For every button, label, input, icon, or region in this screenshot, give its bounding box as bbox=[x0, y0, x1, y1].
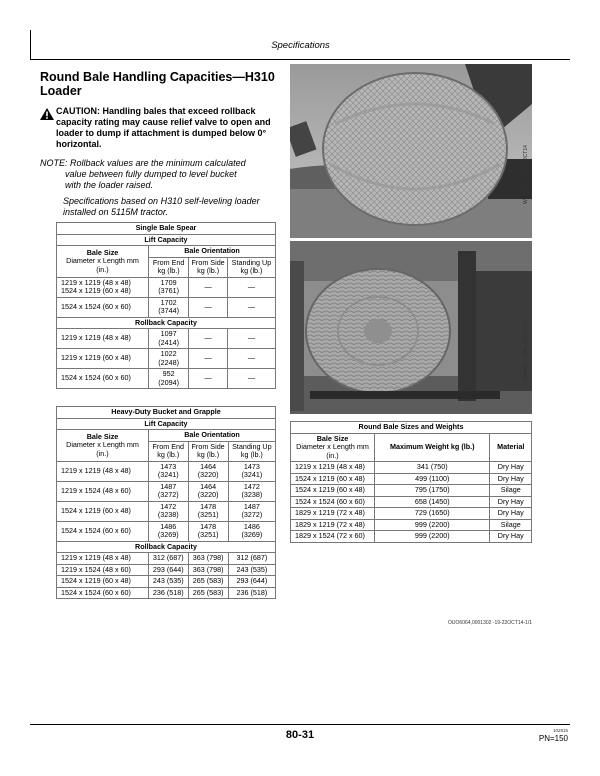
bale-sizes-weights-table bbox=[290, 421, 532, 543]
table-row: 1219 x 1524 (48 x 60) 293 (644) 363 (798) 243 (535) bbox=[57, 564, 276, 576]
rollback-capacity-header: Rollback Capacity bbox=[57, 317, 276, 329]
note-block bbox=[40, 158, 290, 191]
bale-grapple-photo bbox=[290, 241, 532, 414]
document-reference: OUO6064,0001302 -19-22OCT14-1/1 bbox=[448, 620, 532, 626]
bale-size-header: Bale Size Diameter x Length mm (in.) bbox=[57, 246, 149, 278]
footer-code: 102815 bbox=[552, 728, 568, 733]
table-row: 1219 x 1219 (48 x 48) 341 (750) Dry Hay bbox=[291, 462, 532, 474]
table-row: 1524 x 1219 (60 x 48) 499 (1100) Dry Hay bbox=[291, 473, 532, 485]
footer-divider bbox=[30, 724, 570, 725]
rollback-capacity-header: Rollback Capacity bbox=[57, 541, 276, 553]
table-row: 1219 x 1524 (48 x 60) 1487 (3272) 1464 (3220) 1472 (3238) bbox=[57, 481, 276, 501]
single-bale-spear-table bbox=[56, 222, 276, 389]
page-number: 80-31 bbox=[285, 729, 315, 741]
table-caption: Round Bale Sizes and Weights bbox=[291, 422, 532, 434]
bucket-grapple-table bbox=[56, 406, 276, 599]
table-row: 1524 x 1524 (60 x 60) 1486 (3269) 1478 (3251) 1486 (3269) bbox=[57, 521, 276, 541]
table-row: 1524 x 1524 (60 x 60) 658 (1450) Dry Hay bbox=[291, 496, 532, 508]
caution-text: CAUTION: Handling bales that exceed rollback capacity rating may cause relief valve to open and loader to dump if attachment is dumped below 0° horizontal. bbox=[56, 106, 271, 149]
table-row: 1524 x 1219 (60 x 48) 243 (535) 265 (583) 293 (644) bbox=[57, 576, 276, 588]
bale-orientation-header: Bale Orientation bbox=[149, 246, 276, 258]
page-header bbox=[30, 30, 570, 60]
table-row: 1219 x 1219 (48 x 48) 1524 x 1219 (60 x 48) 1709 (3761) — — bbox=[57, 277, 276, 297]
photo-id-2: W36415 —UN—22OCT14 bbox=[523, 322, 529, 381]
table-row: 1219 x 1219 (48 x 48) 1097 (2414) — — bbox=[57, 329, 276, 349]
from-side-header: From Side kg (lb.) bbox=[188, 441, 228, 461]
photo-id-1: W36414 —UN—22OCT14 bbox=[523, 145, 529, 204]
page-title: Round Bale Handling Capacities—H310 Loader bbox=[40, 70, 275, 98]
bale-size-header: Bale Size Diameter x Length mm (in.) bbox=[291, 433, 375, 462]
warning-icon bbox=[40, 108, 54, 120]
table-row: 1829 x 1524 (72 x 60) 999 (2200) Dry Hay bbox=[291, 531, 532, 543]
note-line-1: NOTE: Rollback values are the minimum calculated bbox=[40, 158, 246, 168]
lift-capacity-header: Lift Capacity bbox=[57, 418, 276, 430]
table-caption: Heavy-Duty Bucket and Grapple bbox=[57, 407, 276, 419]
table-row: 1829 x 1219 (72 x 48) 999 (2200) Silage bbox=[291, 519, 532, 531]
table-row: 1219 x 1219 (60 x 48) 1022 (2248) — — bbox=[57, 349, 276, 369]
table-row: 1524 x 1524 (60 x 60) 236 (518) 265 (583) 236 (518) bbox=[57, 587, 276, 599]
standing-header: Standing Up kg (lb.) bbox=[228, 441, 275, 461]
from-side-header: From Side kg (lb.) bbox=[189, 257, 228, 277]
table-row: 1524 x 1219 (60 x 48) 795 (1750) Silage bbox=[291, 485, 532, 497]
from-end-header: From End kg (lb.) bbox=[149, 441, 189, 461]
table-row: 1524 x 1524 (60 x 60) 1702 (3744) — — bbox=[57, 297, 276, 317]
lift-capacity-header: Lift Capacity bbox=[57, 234, 276, 246]
max-weight-header: Maximum Weight kg (lb.) bbox=[375, 433, 490, 462]
caution-block bbox=[40, 106, 285, 150]
note-line-2: value between fully dumped to level bucket bbox=[65, 169, 237, 179]
table-row: 1524 x 1219 (60 x 48) 1472 (3238) 1478 (3251) 1487 (3272) bbox=[57, 501, 276, 521]
footer-pn: PN=150 bbox=[538, 734, 568, 743]
table-row: 1219 x 1219 (48 x 48) 1473 (3241) 1464 (3220) 1473 (3241) bbox=[57, 461, 276, 481]
bale-spear-photo bbox=[290, 64, 532, 238]
bale-size-header: Bale Size Diameter x Length mm (in.) bbox=[57, 430, 149, 462]
table-row: 1524 x 1524 (60 x 60) 952 (2094) — — bbox=[57, 369, 276, 389]
material-header: Material bbox=[490, 433, 532, 462]
table-caption: Single Bale Spear bbox=[57, 223, 276, 235]
section-title: Specifications bbox=[271, 40, 330, 51]
table-row: 1219 x 1219 (48 x 48) 312 (687) 363 (798) 312 (687) bbox=[57, 553, 276, 565]
from-end-header: From End kg (lb.) bbox=[149, 257, 189, 277]
table-row: 1829 x 1219 (72 x 48) 729 (1650) Dry Hay bbox=[291, 508, 532, 520]
note-line-3: with the loader raised. bbox=[65, 180, 154, 190]
standing-header: Standing Up kg (lb.) bbox=[227, 257, 275, 277]
spec-text: Specifications based on H310 self-leveling loader installed on 5115M tractor. bbox=[63, 196, 260, 217]
bale-orientation-header: Bale Orientation bbox=[149, 430, 276, 442]
